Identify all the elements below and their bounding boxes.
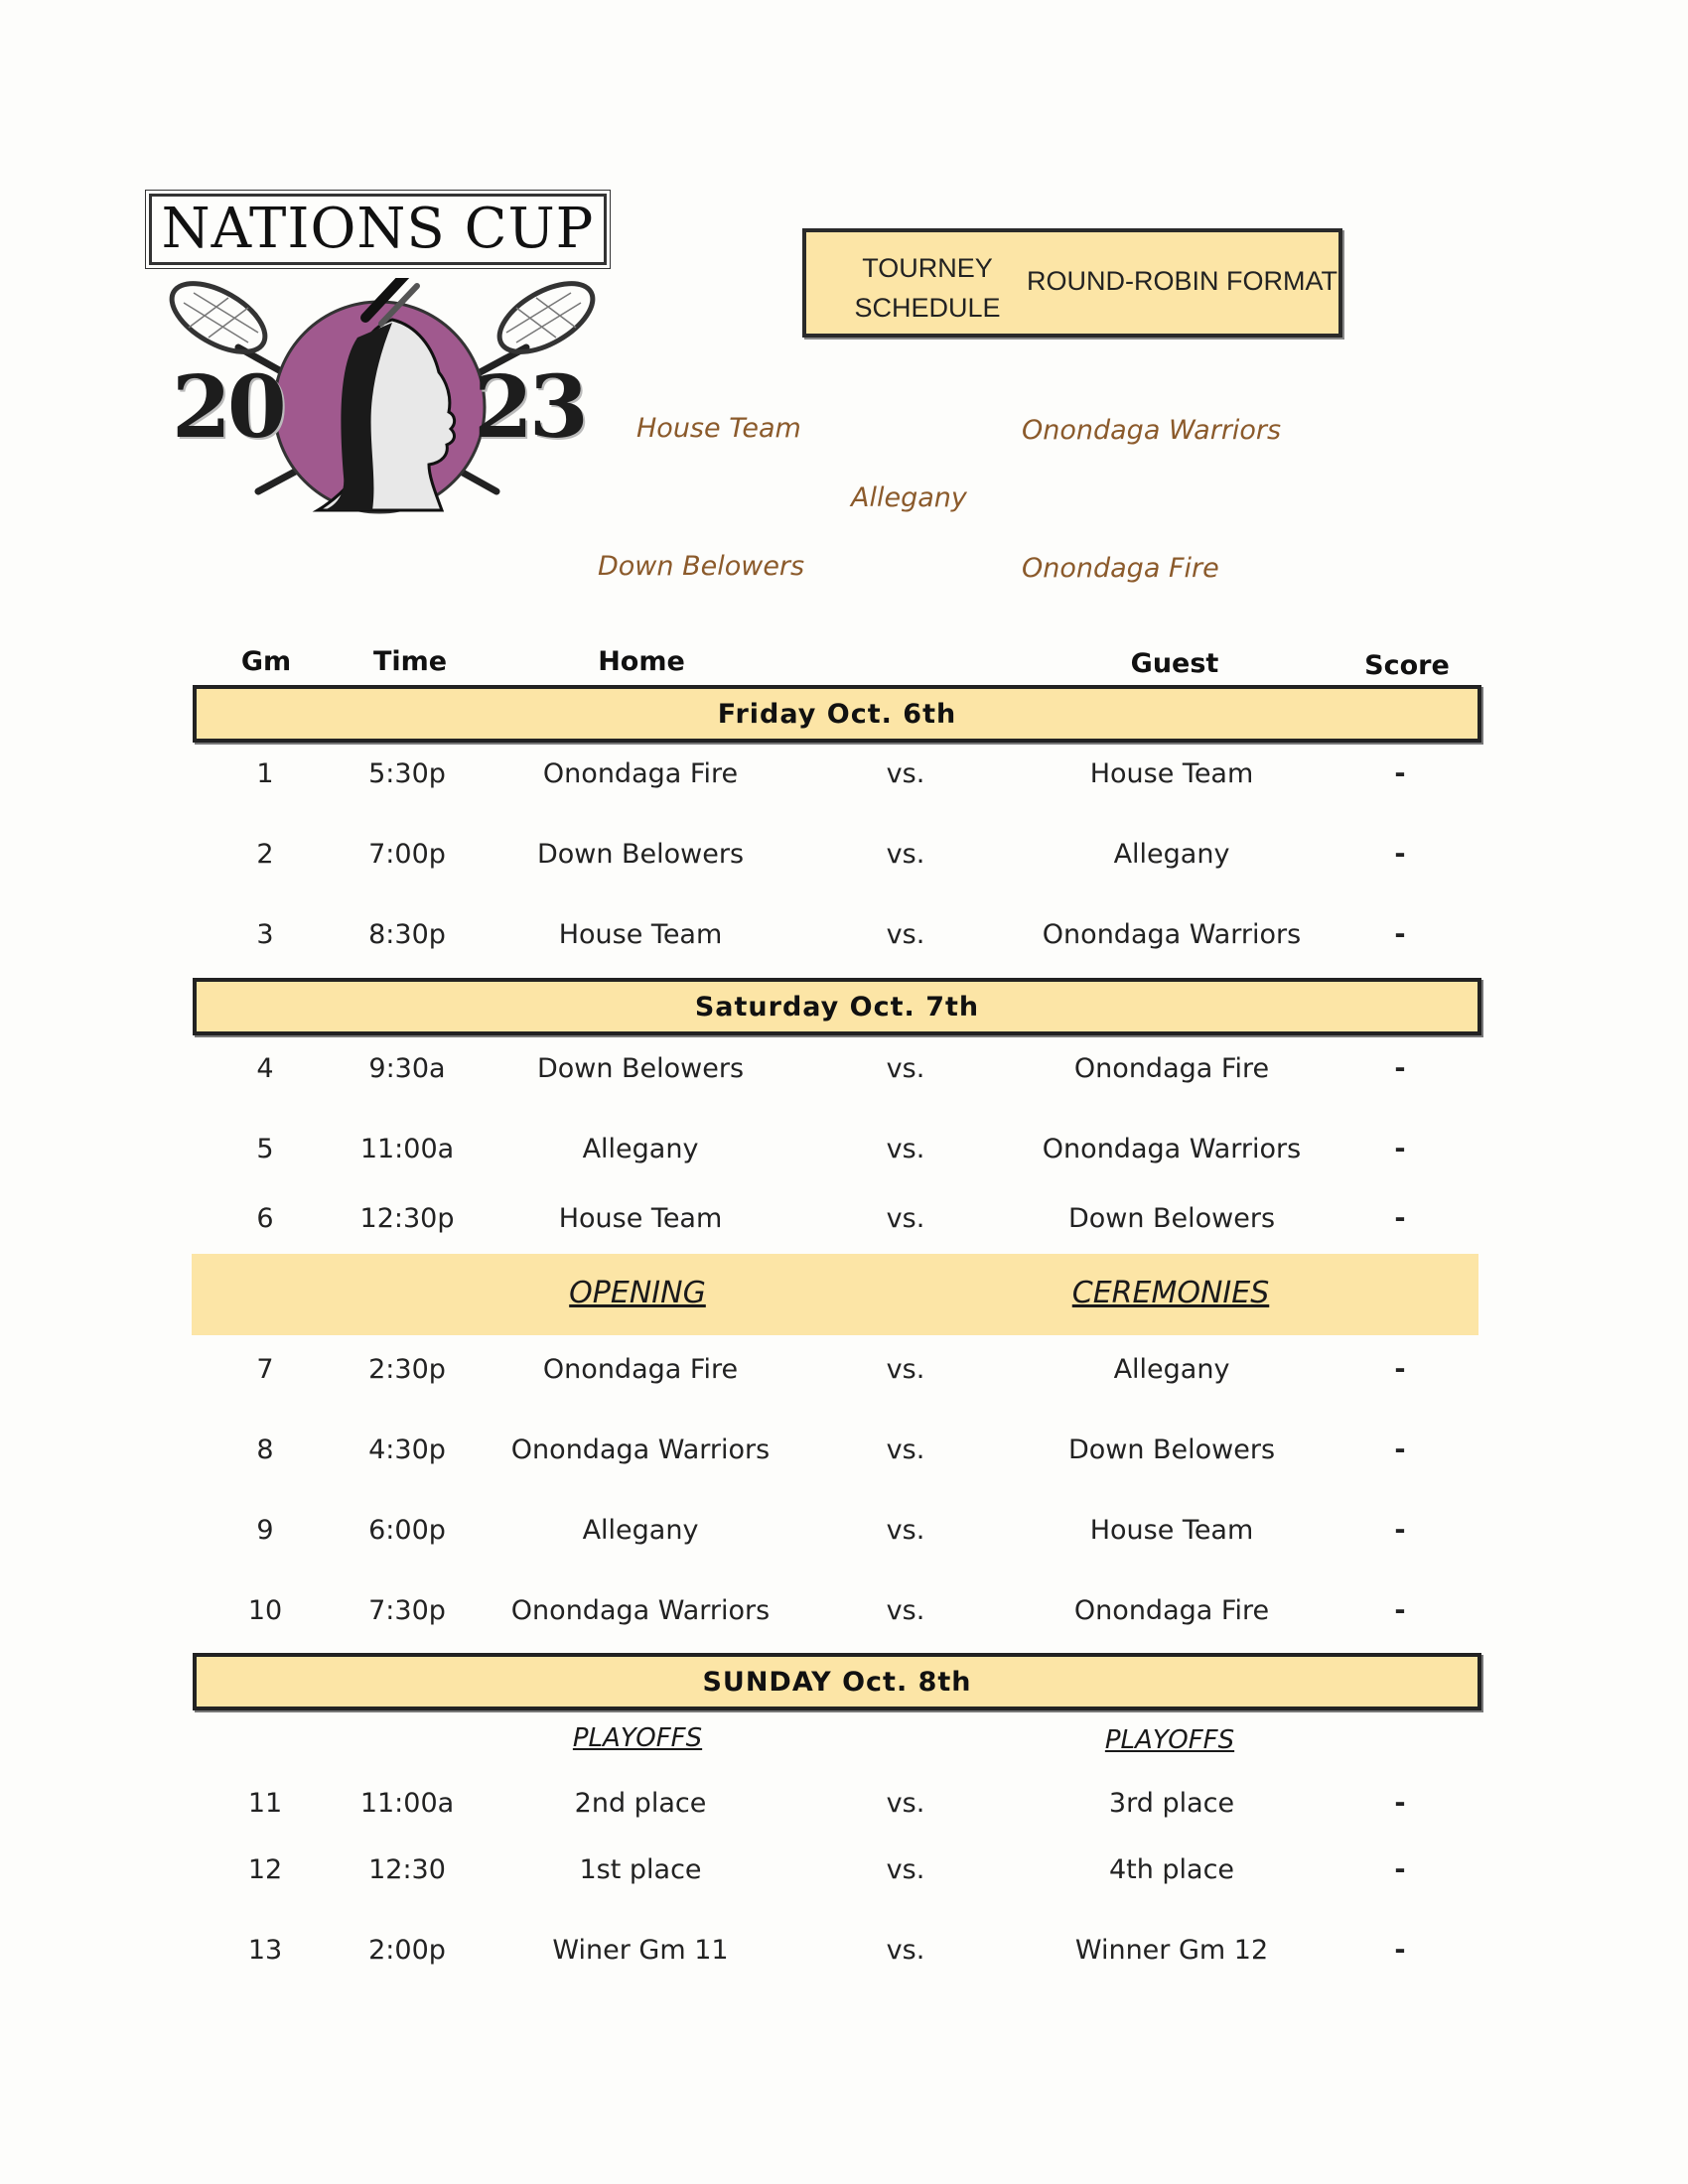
game-time: 6:00p — [368, 1515, 446, 1546]
game-number: 7 — [256, 1354, 274, 1385]
team-onondaga-warriors: Onondaga Warriors — [1022, 415, 1282, 446]
guest-team: Allegany — [1113, 839, 1230, 870]
guest-team: Onondaga Fire — [1073, 1053, 1270, 1084]
guest-team: Onondaga Warriors — [1042, 919, 1302, 950]
game-time: 2:30p — [368, 1354, 446, 1385]
header-time: Time — [372, 646, 448, 677]
game-number: 3 — [256, 919, 274, 950]
score: - — [1394, 1515, 1406, 1546]
score: - — [1394, 1935, 1406, 1966]
day-bar-saturday: Saturday Oct. 7th — [193, 978, 1481, 1035]
home-team: House Team — [558, 1203, 723, 1234]
guest-team: Allegany — [1113, 1354, 1230, 1385]
game-time: 9:30a — [368, 1053, 446, 1084]
score: - — [1394, 1595, 1406, 1626]
game-time: 12:30 — [368, 1854, 446, 1885]
score: - — [1394, 1134, 1406, 1164]
tourney-schedule-box — [802, 228, 1342, 338]
day-bar-friday: Friday Oct. 6th — [193, 685, 1481, 743]
guest-team: Onondaga Warriors — [1042, 1134, 1302, 1164]
home-team: Onondaga Warriors — [510, 1595, 771, 1626]
score: - — [1394, 1203, 1406, 1234]
guest-team: Down Belowers — [1067, 1434, 1276, 1465]
vs-label: vs. — [886, 1134, 925, 1164]
guest-team: Down Belowers — [1067, 1203, 1276, 1234]
vs-label: vs. — [886, 1203, 925, 1234]
home-team: Allegany — [582, 1134, 699, 1164]
score: - — [1394, 1788, 1406, 1819]
home-team: 2nd place — [574, 1788, 707, 1819]
vs-label: vs. — [886, 758, 925, 789]
guest-team: Winner Gm 12 — [1074, 1935, 1269, 1966]
score: - — [1394, 839, 1406, 870]
game-time: 4:30p — [368, 1434, 446, 1465]
game-number: 2 — [256, 839, 274, 870]
tourney-line2: SCHEDULE — [854, 293, 1001, 323]
vs-label: vs. — [886, 1595, 925, 1626]
game-time: 5:30p — [368, 758, 446, 789]
game-time: 7:00p — [368, 839, 446, 870]
guest-team: Onondaga Fire — [1073, 1595, 1270, 1626]
vs-label: vs. — [886, 1434, 925, 1465]
logo-year-right: 23 — [474, 357, 585, 458]
guest-team: 4th place — [1108, 1854, 1235, 1885]
vs-label: vs. — [886, 919, 925, 950]
header-home: Home — [598, 646, 685, 677]
game-number: 13 — [247, 1935, 283, 1966]
game-number: 8 — [256, 1434, 274, 1465]
home-team: Onondaga Fire — [542, 1354, 739, 1385]
score: - — [1394, 1434, 1406, 1465]
game-number: 6 — [256, 1203, 274, 1234]
header-gm: Gm — [240, 646, 292, 677]
vs-label: vs. — [886, 1935, 925, 1966]
home-team: Onondaga Warriors — [510, 1434, 771, 1465]
game-number: 1 — [256, 758, 274, 789]
game-time: 12:30p — [359, 1203, 455, 1234]
vs-label: vs. — [886, 1854, 925, 1885]
home-team: 1st place — [579, 1854, 702, 1885]
guest-team: 3rd place — [1108, 1788, 1235, 1819]
nations-cup-logo — [149, 194, 611, 521]
ceremony-ceremonies: CEREMONIES — [1071, 1276, 1270, 1310]
header-guest: Guest — [1130, 648, 1219, 679]
home-team: Allegany — [582, 1515, 699, 1546]
playoffs-label-guest: PLAYOFFS — [1104, 1725, 1235, 1755]
game-number: 5 — [256, 1134, 274, 1164]
home-team: Down Belowers — [536, 839, 745, 870]
home-team: Down Belowers — [536, 1053, 745, 1084]
score: - — [1394, 758, 1406, 789]
day-bar-sunday: SUNDAY Oct. 8th — [193, 1653, 1481, 1710]
team-onondaga-fire: Onondaga Fire — [1022, 553, 1219, 584]
game-time: 11:00a — [359, 1134, 455, 1164]
round-robin-format: ROUND-ROBIN FORMAT — [1027, 266, 1337, 296]
vs-label: vs. — [886, 1515, 925, 1546]
score: - — [1394, 1053, 1406, 1084]
logo-year-left: 20 — [172, 357, 283, 458]
game-number: 9 — [256, 1515, 274, 1546]
vs-label: vs. — [886, 1053, 925, 1084]
ceremony-opening: OPENING — [569, 1276, 706, 1310]
vs-label: vs. — [886, 1788, 925, 1819]
home-team: House Team — [558, 919, 723, 950]
game-time: 2:00p — [368, 1935, 446, 1966]
team-allegany: Allegany — [851, 482, 967, 513]
header-score: Score — [1364, 650, 1450, 681]
game-number: 12 — [247, 1854, 283, 1885]
game-number: 4 — [256, 1053, 274, 1084]
score: - — [1394, 1354, 1406, 1385]
logo-title: NATIONS CUP — [149, 194, 607, 265]
score: - — [1394, 919, 1406, 950]
home-team: Onondaga Fire — [542, 758, 739, 789]
tourney-line1: TOURNEY — [862, 253, 993, 283]
game-time: 11:00a — [359, 1788, 455, 1819]
guest-team: House Team — [1089, 1515, 1254, 1546]
playoffs-label-home: PLAYOFFS — [572, 1723, 703, 1753]
team-down-belowers: Down Belowers — [598, 551, 805, 582]
vs-label: vs. — [886, 1354, 925, 1385]
game-number: 10 — [247, 1595, 283, 1626]
team-house-team: House Team — [636, 413, 801, 444]
opening-ceremonies-bar — [192, 1254, 1478, 1335]
game-number: 11 — [247, 1788, 283, 1819]
vs-label: vs. — [886, 839, 925, 870]
game-time: 8:30p — [368, 919, 446, 950]
game-time: 7:30p — [368, 1595, 446, 1626]
guest-team: House Team — [1089, 758, 1254, 789]
home-team: Winer Gm 11 — [552, 1935, 729, 1966]
score: - — [1394, 1854, 1406, 1885]
